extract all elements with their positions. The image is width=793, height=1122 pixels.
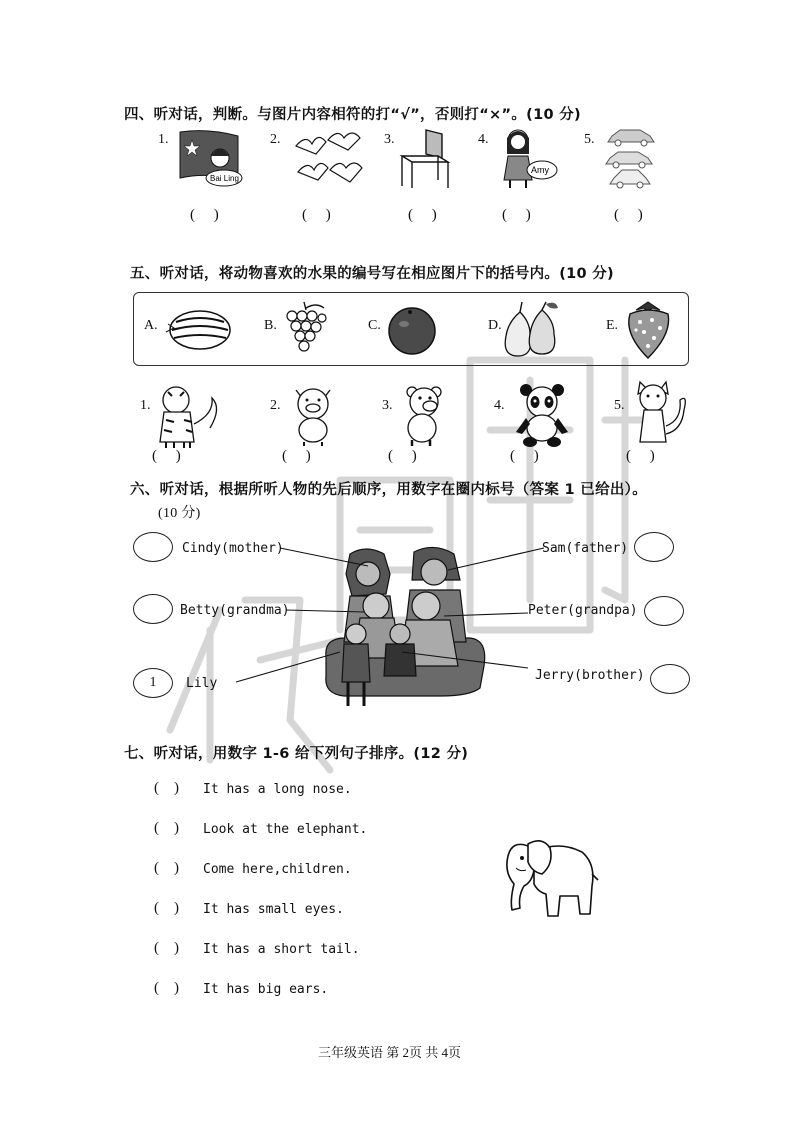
sentence-5-text: It has a short tail. [203,942,360,957]
s4-answer-1[interactable]: ( ) [190,207,219,223]
s4-answer-4[interactable]: ( ) [502,207,531,223]
sentence-1-paren[interactable]: ( ) [154,780,179,796]
animal-5-num: 5. [614,398,625,413]
label-betty-grandma: Betty(grandma) [180,603,290,618]
animal-5-answer[interactable]: ( ) [626,448,655,464]
label-cindy-mother: Cindy(mother) [182,541,284,556]
sentence-2-text: Look at the elephant. [203,822,368,837]
label-peter-grandpa: Peter(grandpa) [528,603,638,618]
sentence-6-paren[interactable]: ( ) [154,980,179,996]
label-lily: Lily [186,676,218,691]
section4-title: 四、听对话，判断。与图片内容相符的打“√”，否则打“×”。(10 分) [124,107,581,123]
sentence-3-paren[interactable]: ( ) [154,860,179,876]
sentence-4-paren[interactable]: ( ) [154,900,179,916]
section5-title: 五、听对话，将动物喜欢的水果的编号写在相应图片下的括号内。(10 分) [130,266,614,282]
s4-answer-3[interactable]: ( ) [408,207,437,223]
sentence-4-text: It has small eyes. [203,902,344,917]
section6-title: 六、听对话，根据所听人物的先后顺序，用数字在圈内标号（答案 1 已给出）。 [130,482,648,498]
s4-item-4-num: 4. [478,132,489,147]
sentence-2-paren[interactable]: ( ) [154,820,179,836]
animal-2-num: 2. [270,398,281,413]
animal-2-answer[interactable]: ( ) [282,448,311,464]
fruit-d-letter: D. [488,318,502,333]
animal-1-num: 1. [140,398,151,413]
fruit-c-letter: C. [368,318,381,333]
section6-title-cont: (10 分) [158,506,201,521]
elephant-picture [498,834,598,922]
s4-item-2-num: 2. [270,132,281,147]
label-jerry-brother: Jerry(brother) [535,668,645,683]
sentence-6-text: It has big ears. [203,982,329,997]
fruit-a-letter: A. [144,318,158,333]
animal-3-num: 3. [382,398,393,413]
circle-sam[interactable] [634,532,674,562]
circle-betty[interactable] [133,594,173,624]
s4-item-3-num: 3. [384,132,395,147]
s4-item-5-num: 5. [584,132,595,147]
sentence-3-text: Come here,children. [203,862,352,877]
circle-cindy[interactable] [133,532,173,562]
label-sam-father: Sam(father) [542,541,629,556]
fruit-b-letter: B. [264,318,277,333]
animal-4-num: 4. [494,398,505,413]
animal-4-answer[interactable]: ( ) [510,448,539,464]
circle-lily[interactable]: 1 [133,668,173,698]
circle-jerry[interactable] [650,664,690,694]
sentence-1-text: It has a long nose. [203,782,352,797]
page-footer: 三年级英语 第 2页 共 4页 [318,1045,462,1060]
amy-tag: Amy [531,165,549,175]
s4-answer-5[interactable]: ( ) [614,207,643,223]
section7-title: 七、听对话，用数字 1-6 给下列句子排序。(12 分) [124,746,469,762]
s4-item-1-num: 1. [158,132,169,147]
bai-ling-tag: Bai Ling [210,174,239,183]
fruit-e-letter: E. [606,318,619,333]
sentence-5-paren[interactable]: ( ) [154,940,179,956]
s4-answer-2[interactable]: ( ) [302,207,331,223]
circle-peter[interactable] [644,596,684,626]
animal-1-answer[interactable]: ( ) [152,448,181,464]
animal-3-answer[interactable]: ( ) [388,448,417,464]
